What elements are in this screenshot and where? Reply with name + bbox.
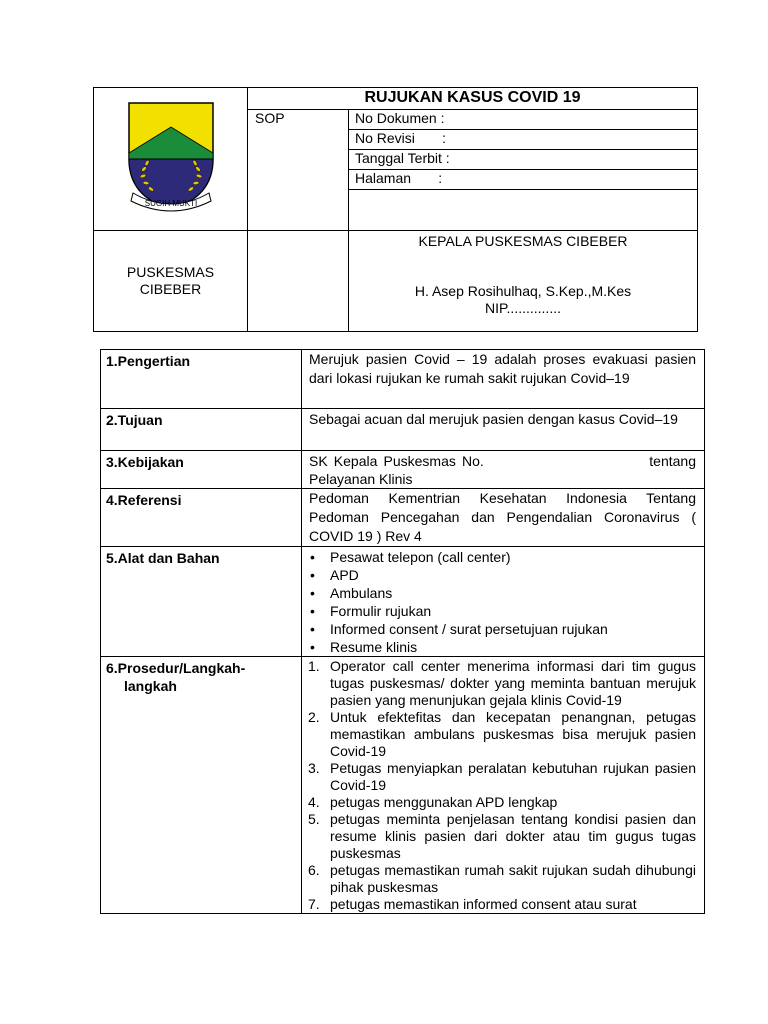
- blank-cell: [248, 231, 349, 332]
- organization-name-line1: PUSKESMAS: [126, 264, 215, 280]
- list-item: [308, 811, 696, 862]
- kepala-nip: NIP..............: [485, 300, 561, 316]
- list-item: • APD: [308, 566, 696, 584]
- halaman-field: Halaman :: [349, 170, 698, 190]
- table-row: [101, 350, 705, 409]
- organization-name-line2: CIBEBER: [139, 281, 202, 297]
- table-row: [101, 657, 705, 914]
- step-number: 7.: [308, 896, 320, 912]
- table-row: [101, 409, 705, 451]
- step-text: Untuk efektefitas dan kecepatan penangnan, petugas memastikan ambulans puskesmas bisa merujuk pasien Covid-19: [330, 709, 696, 759]
- list-item: [308, 862, 696, 896]
- table-row: [101, 451, 705, 489]
- sop-content-table: [100, 349, 705, 914]
- list-item: [308, 896, 696, 913]
- list-item: • Resume klinis: [308, 638, 696, 656]
- approval-cell: [349, 231, 698, 332]
- step-number: 6.: [308, 862, 320, 878]
- prosedur-cell: [302, 657, 705, 914]
- prosedur-label-line2: langkah: [124, 678, 177, 694]
- kebijakan-label: 3.Kebijakan: [101, 451, 302, 489]
- list-item: • Ambulans: [308, 584, 696, 602]
- step-number: 3.: [308, 760, 320, 776]
- alat-bahan-list: [308, 548, 696, 656]
- kepala-name: H. Asep Rosihulhaq, S.Kep.,M.Kes: [414, 283, 632, 299]
- alat-bahan-cell: [302, 547, 705, 657]
- no-revisi-field: No Revisi :: [349, 130, 698, 150]
- tujuan-label: 2.Tujuan: [101, 409, 302, 451]
- step-text: petugas memastikan informed consent atau surat: [330, 896, 637, 912]
- list-item: • Pesawat telepon (call center): [308, 548, 696, 566]
- no-dokumen-field: No Dokumen :: [349, 110, 698, 130]
- prosedur-label: [101, 657, 302, 914]
- step-text: Petugas menyiapkan peralatan kebutuhan rujukan pasien Covid-19: [330, 760, 696, 793]
- kebijakan-text: SK Kepala Puskesmas No. tentang Pelayanan Klinis: [302, 451, 705, 489]
- list-item: [308, 709, 696, 760]
- sop-label: SOP: [248, 110, 349, 231]
- pengertian-text: Merujuk pasien Covid – 19 adalah proses evakuasi pasien dari lokasi rujukan ke rumah sakit rujukan Covid–19: [302, 350, 705, 409]
- table-row: [101, 489, 705, 547]
- kepala-title: KEPALA PUSKESMAS CIBEBER: [418, 233, 628, 249]
- logo-motto-text: SUGIH MUKTI: [144, 199, 197, 208]
- list-item: [308, 658, 696, 709]
- referensi-text: Pedoman Kementrian Kesehatan Indonesia Tentang Pedoman Pencegahan dan Pengendalian Coronavirus ( COVID 19 ) Rev 4: [302, 489, 705, 547]
- step-text: petugas meminta penjelasan tentang kondisi pasien dan resume klinis pasien dari dokter atau tim gugus tugas puskesmas: [330, 811, 696, 861]
- logo-cell: [94, 88, 248, 231]
- step-number: 2.: [308, 709, 320, 725]
- cianjur-emblem-logo: [121, 97, 221, 217]
- empty-info-cell: [349, 190, 698, 231]
- prosedur-steps-list: [308, 658, 696, 913]
- step-number: 4.: [308, 794, 320, 810]
- document-title: RUJUKAN KASUS COVID 19: [248, 88, 698, 110]
- tanggal-terbit-field: Tanggal Terbit :: [349, 150, 698, 170]
- list-item: • Formulir rujukan: [308, 602, 696, 620]
- prosedur-label-line1: 6.Prosedur/Langkah-: [106, 660, 246, 676]
- step-text: petugas memastikan rumah sakit rujukan sudah dihubungi pihak puskesmas: [330, 862, 696, 895]
- tujuan-text: Sebagai acuan dal merujuk pasien dengan kasus Covid–19: [302, 409, 705, 451]
- pengertian-label: 1.Pengertian: [101, 350, 302, 409]
- step-text: petugas menggunakan APD lengkap: [330, 794, 558, 810]
- list-item: • Informed consent / surat persetujuan rujukan: [308, 620, 696, 638]
- table-row: [101, 547, 705, 657]
- step-number: 5.: [308, 811, 320, 827]
- alat-bahan-label: 5.Alat dan Bahan: [101, 547, 302, 657]
- list-item: [308, 760, 696, 794]
- referensi-label: 4.Referensi: [101, 489, 302, 547]
- list-item: [308, 794, 696, 811]
- organization-cell: [94, 231, 248, 332]
- step-number: 1.: [308, 658, 320, 674]
- step-text: Operator call center menerima informasi dari tim gugus tugas puskesmas/ dokter yang meminta bantuan merujuk pasien yang menunjukan gejala klinis Covid-19: [330, 658, 696, 708]
- sop-header-table: [93, 87, 698, 332]
